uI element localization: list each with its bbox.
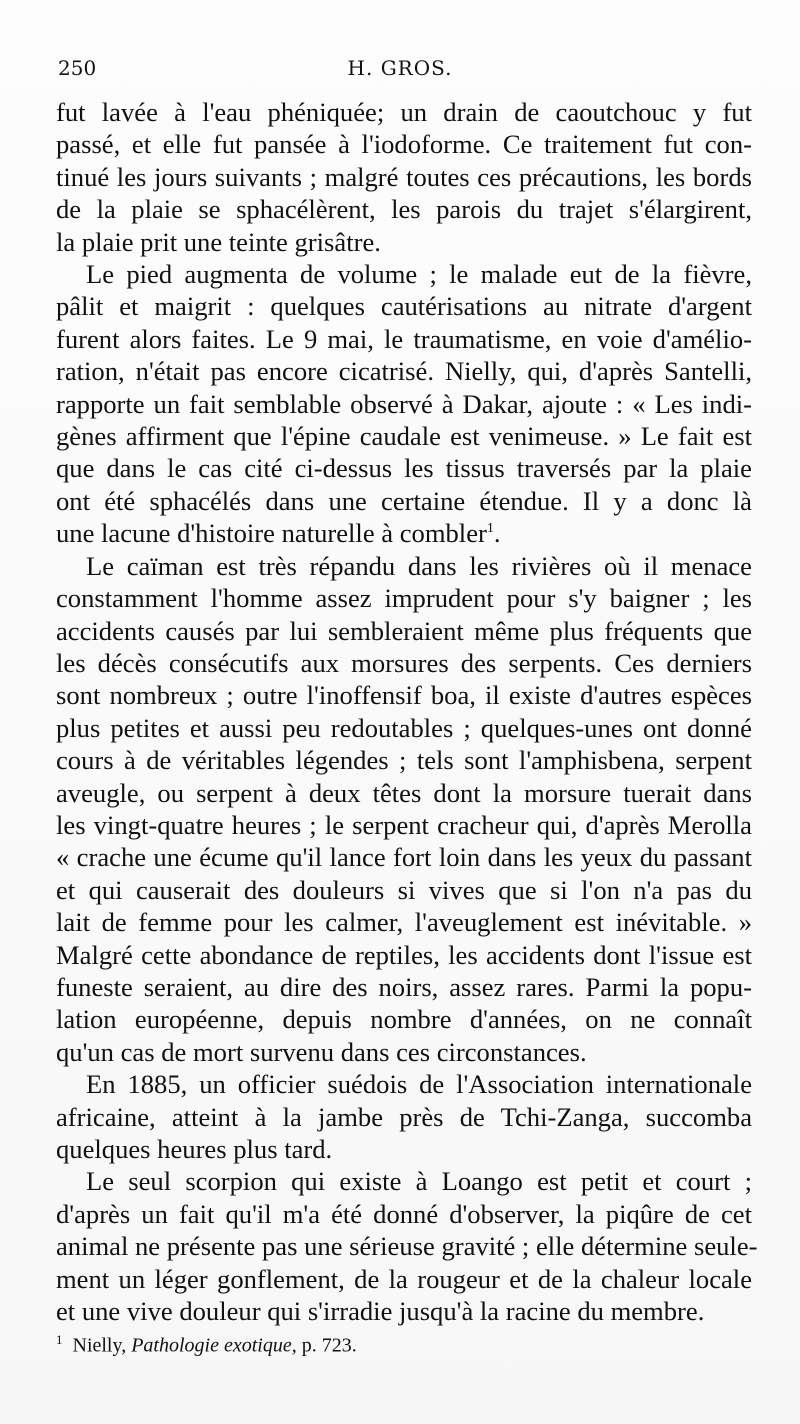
text-line: ration, n'était pas encore cicatrisé. Nielly, qui, d'après Santelli, <box>56 356 752 387</box>
footnote-page: p. 723. <box>301 1334 357 1357</box>
footnote-author: Nielly, <box>72 1334 127 1357</box>
text-line: les vingt-quatre heures ; le serpent cracheur qui, d'après Merolla <box>56 809 752 840</box>
footnote-reference[interactable]: 1 <box>486 521 494 537</box>
text-line: pâlit et maigrit : quelques cautérisations au nitrate d'argent <box>56 291 752 322</box>
running-head: H. GROS. <box>347 56 453 80</box>
text-line: En 1885, un officier suédois de l'Association internationale <box>86 1069 752 1100</box>
text-line: la plaie prit une teinte grisâtre. <box>56 226 381 257</box>
text-line: aveugle, ou serpent à deux têtes dont la morsure tuerait dans <box>56 777 752 808</box>
text-line: constamment l'homme assez imprudent pour s'y baigner ; les <box>56 583 752 614</box>
text-line: « crache une écume qu'il lance fort loin dans les yeux du passant <box>56 842 752 873</box>
page-number: 250 <box>58 56 97 80</box>
text-line: funeste seraient, au dire des noirs, assez rares. Parmi la popu- <box>56 971 752 1002</box>
text-line: accidents causés par lui sembleraient même plus fréquents que <box>56 615 752 646</box>
text-line: plus petites et aussi peu redoutables ; quelques-unes ont donné <box>56 712 752 743</box>
text-line: lait de femme pour les calmer, l'aveuglement est inévitable. » <box>56 907 752 938</box>
text-line: gènes affirment que l'épine caudale est venimeuse. » Le fait est <box>56 421 752 452</box>
text-line: ment un léger gonflement, de la rougeur et de la chaleur locale <box>56 1263 752 1294</box>
text-line: fut lavée à l'eau phéniquée; un drain de caoutchouc y fut <box>56 97 752 127</box>
footnote-work: Pathologie exotique, <box>131 1334 297 1357</box>
text-line: que dans le cas cité ci-dessus les tissus traversés par la plaie <box>56 453 752 484</box>
footnote-mark: 1 <box>56 1332 63 1347</box>
body-text <box>56 96 758 1327</box>
text-line: quelques heures plus tard. <box>56 1134 333 1164</box>
text-line: une lacune d'histoire naturelle à combler$^1$. <box>56 518 501 549</box>
paragraph <box>56 1068 752 1165</box>
text-line: sont nombreux ; outre l'inoffensif boa, il existe d'autres espèces <box>56 680 752 711</box>
paragraph <box>56 258 752 550</box>
text-line: cours à de véritables légendes ; tels sont l'amphisbena, serpent <box>56 745 752 776</box>
text-line: les décès consécutifs aux morsures des serpents. Ces derniers <box>56 647 752 678</box>
text-line: Le pied augmenta de volume ; le malade eut de la fièvre, <box>86 259 752 290</box>
text-line: Le caïman est très répandu dans les rivières où il menace <box>86 550 752 581</box>
text-line: d'après un fait qu'il m'a été donné d'observer, la piqûre de cet <box>56 1198 752 1229</box>
text-line: animal ne présente pas une sérieuse gravité ; elle détermine seule- <box>56 1231 758 1262</box>
paragraph <box>56 96 752 258</box>
text-line: Le seul scorpion qui existe à Loango est petit et court ; <box>86 1166 752 1197</box>
text-line: et une vive douleur qui s'irradie jusqu'à la racine du membre. <box>56 1296 705 1327</box>
text-line: lation européenne, depuis nombre d'années, on ne connaît <box>56 1004 752 1035</box>
text-line: et qui causerait des douleurs si vives que si l'on n'a pas du <box>56 874 752 905</box>
paragraph <box>56 550 752 1069</box>
footnote <box>56 1332 357 1358</box>
text-line: africaine, atteint à la jambe près de Tchi-Zanga, succomba <box>56 1101 752 1132</box>
text-line: ont été sphacélés dans une certaine étendue. Il y a donc là <box>56 485 752 516</box>
paragraph <box>56 1165 758 1327</box>
text-line: tinué les jours suivants ; malgré toutes ces précautions, les bords <box>56 161 752 192</box>
text-line: furent alors faites. Le 9 mai, le traumatisme, en voie d'amélio- <box>56 323 752 354</box>
text-line: de la plaie se sphacélèrent, les parois du trajet s'élargirent, <box>56 194 752 225</box>
text-line: passé, et elle fut pansée à l'iodoforme. Ce traitement fut con- <box>56 129 752 160</box>
page-header <box>52 56 748 86</box>
text-line: qu'un cas de mort survenu dans ces circonstances. <box>56 1036 587 1067</box>
text-line: rapporte un fait semblable observé à Dakar, ajoute : « Les indi- <box>56 388 752 419</box>
text-line: Malgré cette abondance de reptiles, les accidents dont l'issue est <box>56 939 752 970</box>
